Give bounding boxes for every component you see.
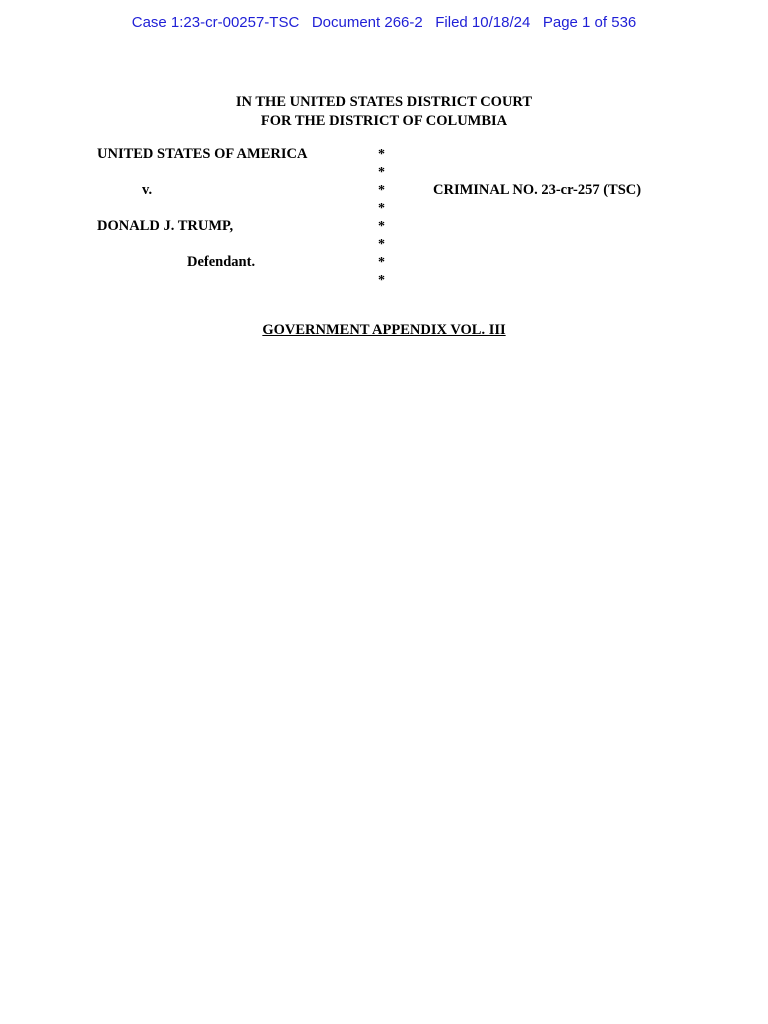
plaintiff-name: UNITED STATES OF AMERICA [97,146,308,162]
filed-date: Filed 10/18/24 [435,14,531,31]
caption-separator [378,146,385,290]
court-heading-line2: FOR THE DISTRICT OF COLUMBIA [260,113,508,129]
page-count: Page 1 of 536 [542,14,637,31]
separator-star: * [378,255,385,270]
document-number: Document 266-2 [311,14,423,31]
criminal-number: CRIMINAL NO. 23-cr-257 (TSC) [433,182,642,198]
separator-star: * [378,183,385,198]
separator-star: * [378,237,385,252]
separator-star: * [378,273,385,288]
separator-star: * [378,219,385,234]
separator-star: * [378,201,385,216]
court-heading-line1: IN THE UNITED STATES DISTRICT COURT [235,94,533,110]
defendant-label: Defendant. [187,254,256,270]
document-title-text: GOVERNMENT APPENDIX VOL. III [262,322,506,338]
separator-star: * [378,147,385,162]
court-heading [0,93,768,131]
ecf-header-stamp [0,14,768,31]
defendant-name: DONALD J. TRUMP, [97,218,234,234]
separator-star: * [378,165,385,180]
document-title [0,322,768,339]
versus-label: v. [142,182,153,198]
case-number: Case 1:23-cr-00257-TSC [131,14,300,31]
